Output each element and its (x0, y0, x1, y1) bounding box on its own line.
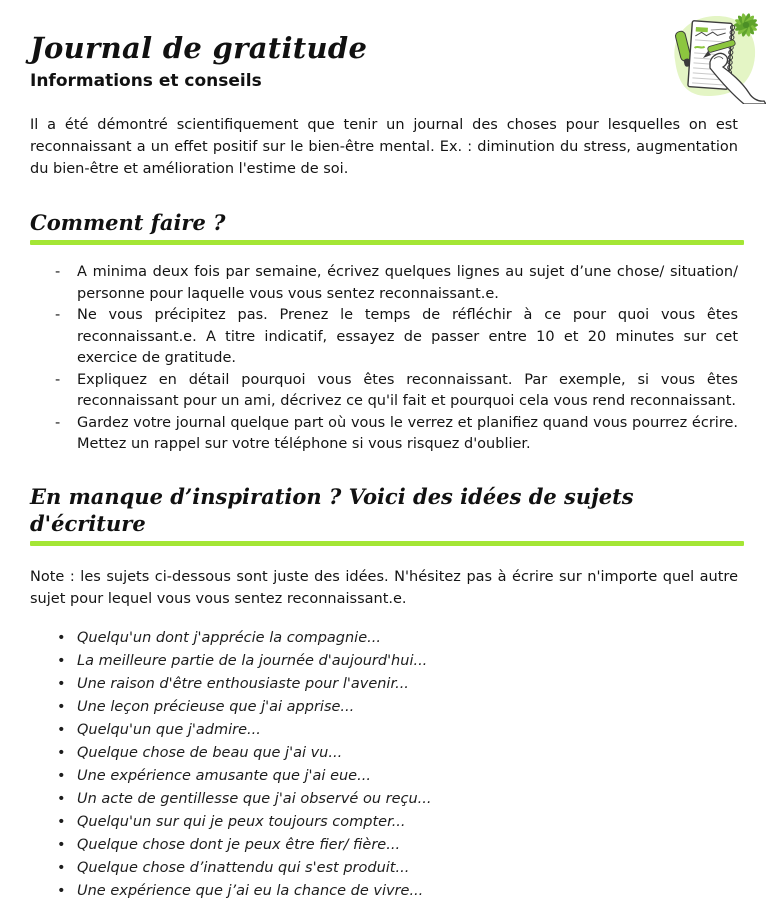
bullet-marker: • (57, 698, 66, 715)
list-item (57, 857, 738, 880)
list-item (57, 719, 738, 742)
list-item-text: Quelqu'un dont j'apprécie la compagnie... (77, 629, 381, 646)
section-comment-faire (30, 209, 738, 456)
journal-illustration (654, 4, 766, 104)
section-heading: Comment faire ? (30, 210, 226, 235)
green-divider (30, 541, 744, 546)
list-item (57, 650, 738, 673)
list-item (55, 413, 738, 456)
list-item-text: La meilleure partie de la journée d'aujourd'hui... (77, 652, 428, 669)
list-item (57, 627, 738, 650)
bullet-marker: • (57, 675, 66, 692)
list-item (57, 696, 738, 719)
dash-marker: - (55, 264, 61, 280)
intro-paragraph: Il a été démontré scientifiquement que tenir un journal des choses pour lesquelles on est reconnaissant a un effet positif sur le bien-être mental. Ex. : diminution du stress, augmentation du bien-être et amélioration l'estime de soi. (30, 117, 738, 177)
bullet-marker: • (57, 767, 66, 784)
section-heading: En manque d’inspiration ? Voici des idées de sujets d'écriture (30, 483, 634, 536)
dash-marker: - (55, 371, 61, 388)
highlighted-label (696, 27, 708, 32)
bullet-marker: • (57, 652, 66, 669)
list-item (57, 742, 738, 765)
bullet-marker: • (57, 744, 66, 761)
list-item-text: Quelqu'un sur qui je peux toujours compter... (77, 813, 406, 830)
list-item-text: Quelque chose de beau que j'ai vu... (77, 744, 343, 761)
bullet-marker: • (57, 790, 66, 807)
bullet-marker: • (57, 882, 66, 899)
section-idees-ecriture (30, 483, 738, 903)
list-item (57, 765, 738, 788)
list-item (57, 788, 738, 811)
page-subtitle: Informations et conseils (30, 71, 262, 91)
list-item-text: Gardez votre journal quelque part où vous le verrez et planifiez quand vous pourrez écrire. Mettez un rappel sur votre téléphone si vous risquez d'oublier. (77, 414, 738, 452)
list-item-text: Un acte de gentillesse que j'ai observé ou reçu... (77, 790, 432, 807)
list-item-text: Une expérience que j’ai eu la chance de vivre... (77, 882, 424, 899)
note-paragraph: Note : les sujets ci-dessous sont juste des idées. N'hésitez pas à écrire sur n'importe quel autre sujet pour lequel vous vous sentez reconnaissant.e. (30, 568, 738, 607)
ideas-list (30, 627, 738, 903)
list-item (55, 262, 738, 305)
green-divider (30, 240, 744, 245)
list-item-text: Quelqu'un que j'admire... (77, 721, 261, 738)
bullet-marker: • (57, 813, 66, 830)
bullet-marker: • (57, 721, 66, 738)
list-item-text: Une raison d'être enthousiaste pour l'avenir... (77, 675, 409, 692)
list-item-text: Une expérience amusante que j'ai eue... (77, 767, 371, 784)
tips-list (30, 262, 738, 456)
list-item (57, 880, 738, 903)
list-item (57, 811, 738, 834)
list-item (55, 305, 738, 370)
list-item-text: Quelque chose d’inattendu qui s'est produit... (77, 859, 410, 876)
list-item-text: A minima deux fois par semaine, écrivez quelques lignes au sujet d’une chose/ situation/ personne pour laquelle vous vous sentez reconnaissant.e. (77, 264, 738, 302)
dash-marker: - (55, 414, 61, 431)
list-item-text: Quelque chose dont je peux être fier/ fière... (77, 836, 401, 853)
bullet-marker: • (57, 836, 66, 853)
page-title: Journal de gratitude (30, 31, 368, 65)
bullet-marker: • (57, 859, 66, 876)
dash-marker: - (55, 307, 61, 323)
list-item (57, 834, 738, 857)
list-item-text: Ne vous précipitez pas. Prenez le temps de réfléchir à ce pour quoi vous êtes reconnaissant.e. A titre indicatif, essayez de passer entre 10 et 20 minutes sur cet exercice de gratitude. (77, 307, 738, 366)
list-item-text: Une leçon précieuse que j'ai apprise... (77, 698, 355, 715)
list-item-text: Expliquez en détail pourquoi vous êtes reconnaissant. Par exemple, si vous êtes reconnaissant pour un ami, décrivez ce qu'il fait et pourquoi cela vous rend reconnaissant. (77, 371, 738, 409)
list-item (57, 673, 738, 696)
list-item (55, 370, 738, 413)
bullet-marker: • (57, 629, 66, 646)
